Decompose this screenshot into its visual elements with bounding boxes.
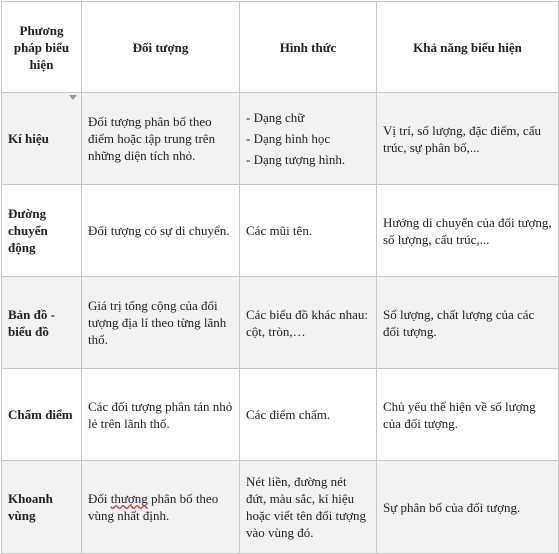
object-cell: Các đối tượng phân tán nhỏ lẻ trên lãnh thổ. [82, 369, 240, 461]
form-cell: Các biểu đồ khác nhau: cột, tròn,… [240, 277, 377, 369]
header-capability: Khả năng biểu hiện [377, 2, 559, 93]
capability-cell: Chủ yếu thể hiện về số lượng của đối tượng. [377, 369, 559, 461]
form-cell: Các điểm chấm. [240, 369, 377, 461]
header-method: Phương pháp biểu hiện [2, 2, 82, 93]
capability-cell: Số lượng, chất lượng của các đối tượng. [377, 277, 559, 369]
method-cell: Bản đồ - biểu đồ [2, 277, 82, 369]
form-item: - Dạng tượng hình. [246, 152, 346, 167]
form-cell: Nét liền, đường nét đứt, màu sắc, kí hiệu hoặc viết tên đối tượng vào vùng đó. [240, 461, 377, 554]
table-row [2, 461, 559, 554]
header-object: Đối tượng [82, 2, 240, 93]
capability-cell: Sự phân bố của đối tượng. [377, 461, 559, 554]
object-text: Đối [88, 491, 111, 506]
header-row [2, 2, 559, 93]
object-cell: Đối tượng phân bố theo điểm hoặc tập trung trên những diện tích nhỏ. [82, 93, 240, 185]
cell-dropdown-icon[interactable] [69, 95, 77, 100]
object-cell: Giá trị tổng cộng của đối tượng địa lí theo từng lãnh thổ. [82, 277, 240, 369]
method-cell: Đường chuyển động [2, 185, 82, 277]
form-cell: Các mũi tên. [240, 185, 377, 277]
table-row [2, 369, 559, 461]
object-cell [82, 461, 240, 554]
form-item: - Dạng hình học [246, 131, 331, 146]
table-row [2, 185, 559, 277]
form-cell [240, 93, 377, 185]
object-cell: Đối tượng có sự di chuyển. [82, 185, 240, 277]
misspelled-word: thượng [110, 491, 148, 506]
table-row [2, 93, 559, 185]
capability-cell: Vị trí, số lượng, đặc điểm, cấu trúc, sự phân bố,... [377, 93, 559, 185]
form-item: - Dạng chữ [246, 110, 305, 125]
table-row [2, 277, 559, 369]
header-form: Hình thức [240, 2, 377, 93]
capability-cell: Hướng di chuyển của đối tượng, số lượng, cấu trúc,... [377, 185, 559, 277]
method-cell: Chấm điểm [2, 369, 82, 461]
object-text: phân bố theo vùng nhất định. [88, 491, 219, 523]
method-cell: Khoanh vùng [2, 461, 82, 554]
map-methods-table [1, 1, 559, 554]
method-cell: Kí hiệu [2, 93, 82, 185]
